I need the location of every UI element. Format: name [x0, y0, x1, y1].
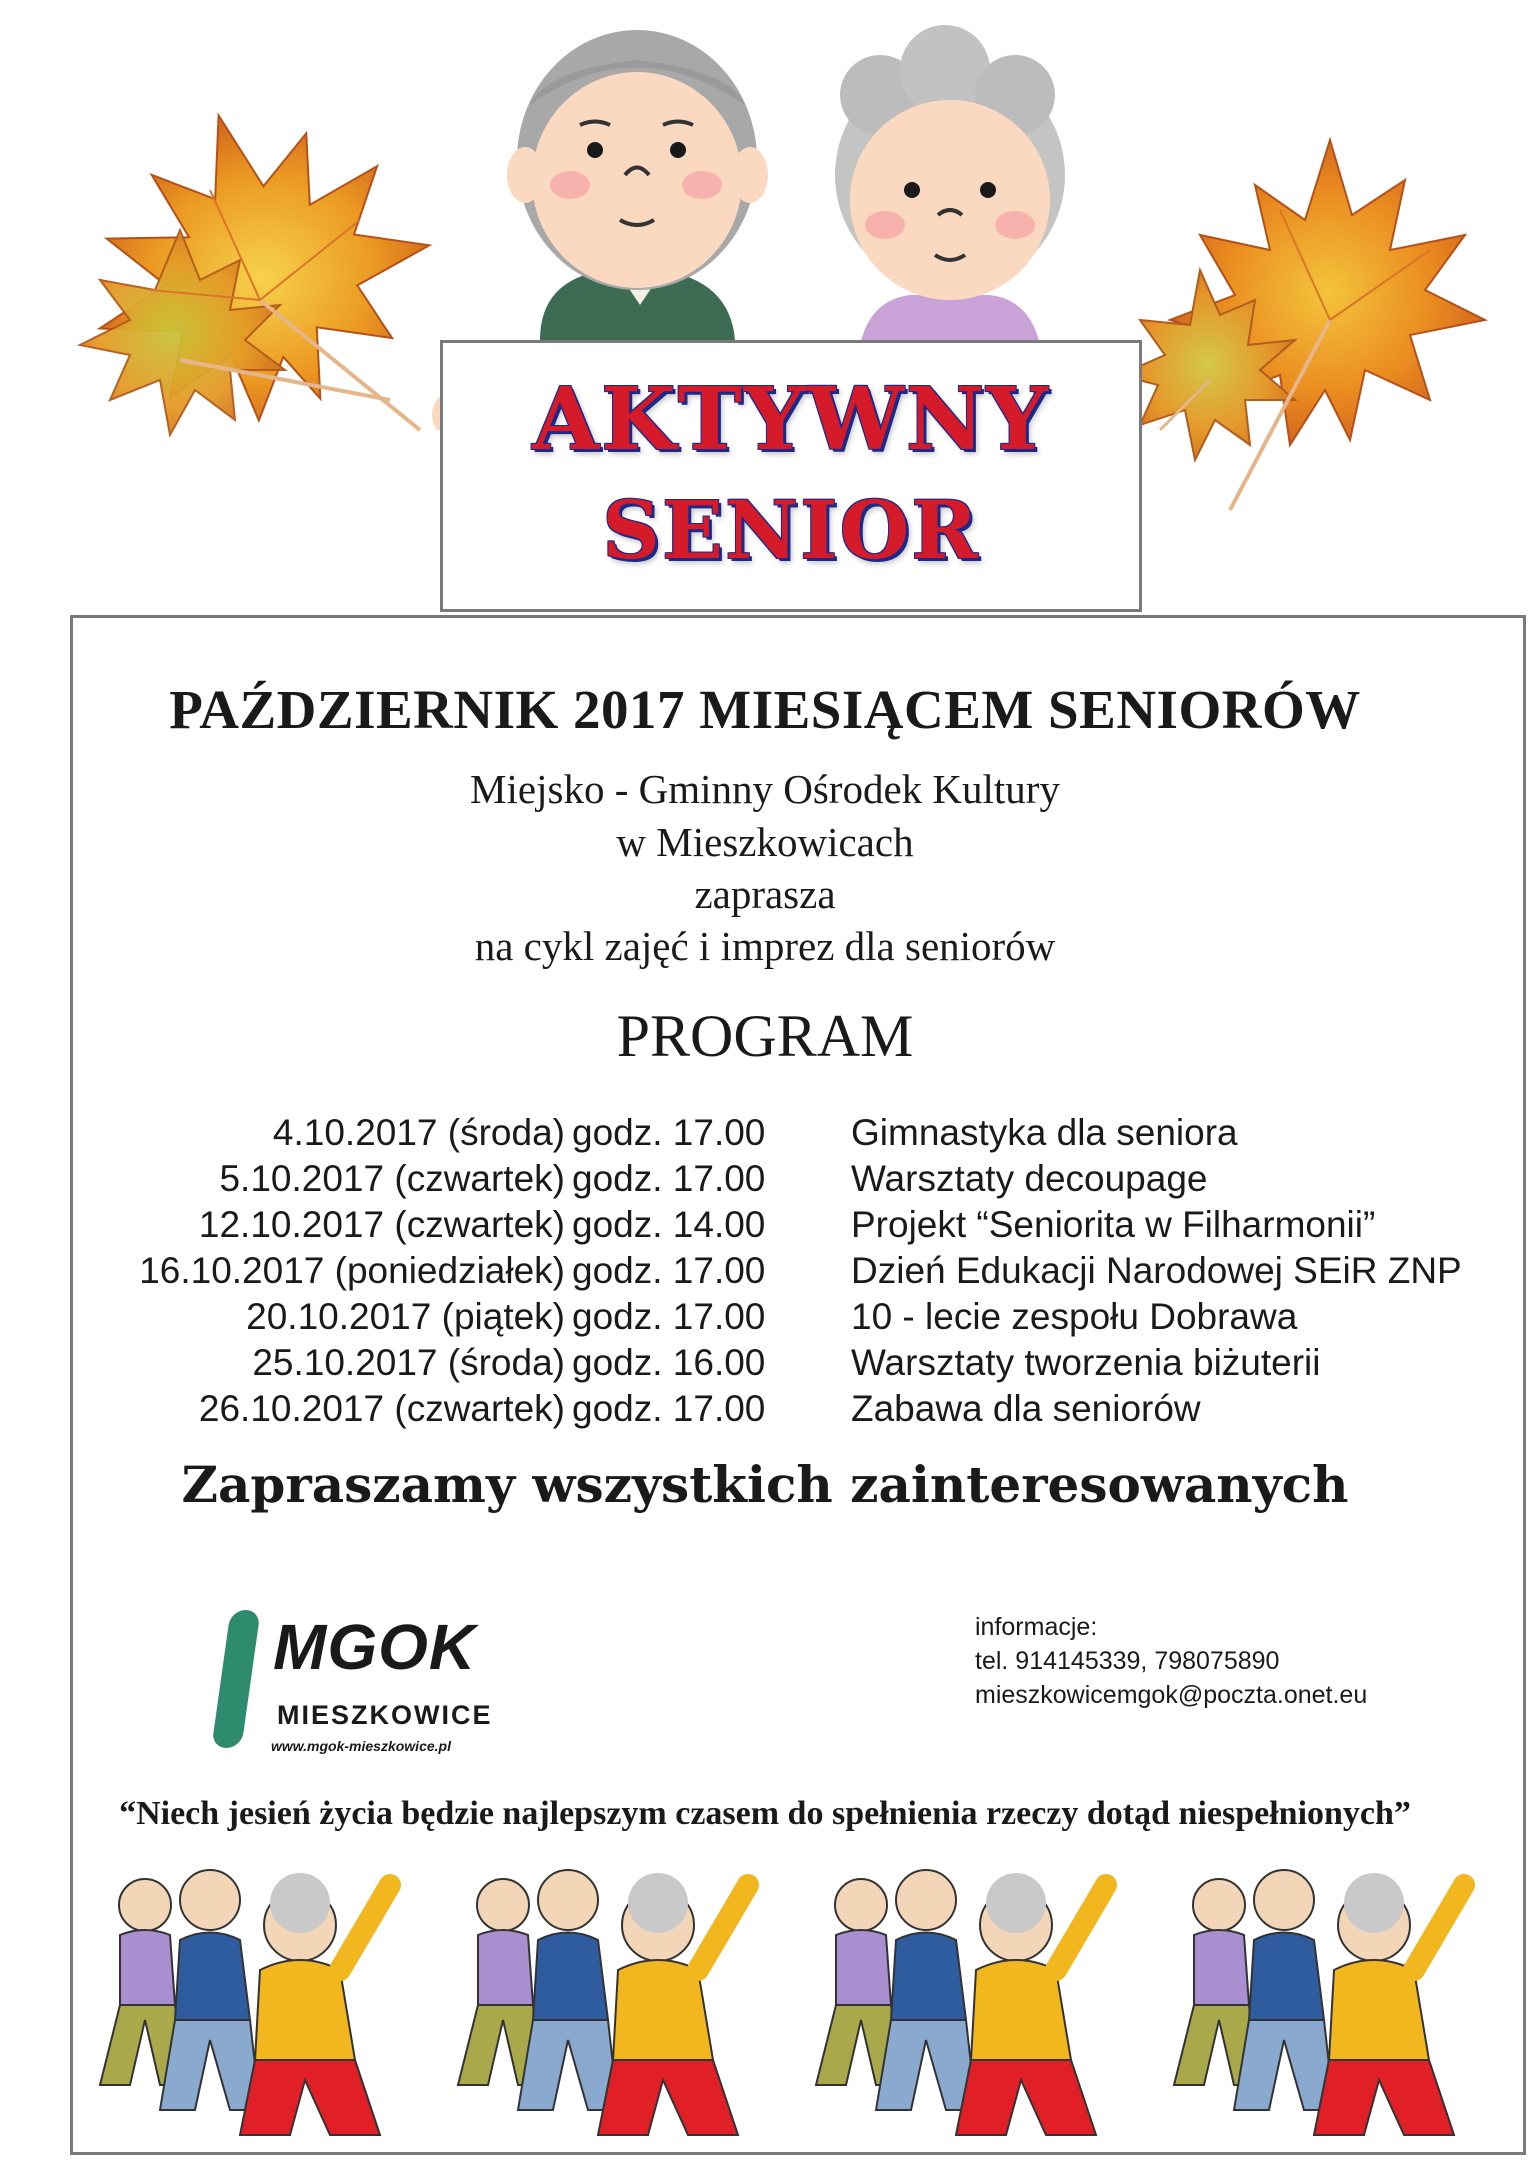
intro-description: na cykl zajęć i imprez dla seniorów — [474, 923, 1056, 969]
contact-label: informacje: — [975, 1613, 1098, 1641]
headline: PAŹDZIERNIK 2017 MIESIĄCEM SENIORÓW — [169, 679, 1361, 740]
dancer-group-icon — [1164, 1845, 1504, 2145]
sign-board — [440, 340, 1142, 612]
quote-text: “Niech jesień życia będzie najlepszym czasem do spełnienia rzeczy dotąd niespełnionych” — [119, 1795, 1411, 1832]
schedule-time: godz. 16.00 — [572, 1342, 766, 1383]
dancing-seniors-illustration — [90, 1845, 1510, 2145]
intro-invites: zaprasza — [694, 871, 836, 917]
schedule-row — [0, 1250, 1530, 1296]
schedule-date: 4.10.2017 (środa) — [272, 1112, 565, 1153]
grandfather-figure — [507, 30, 768, 340]
mgok-logo — [215, 1610, 555, 1760]
schedule-event: 10 - lecie zespołu Dobrawa — [851, 1296, 1298, 1337]
schedule-event: Zabawa dla seniorów — [851, 1388, 1201, 1429]
schedule-date: 16.10.2017 (poniedziałek) — [139, 1250, 565, 1291]
grandmother-figure — [835, 25, 1065, 345]
schedule-row — [0, 1204, 1530, 1250]
schedule-time: godz. 17.00 — [572, 1250, 766, 1291]
schedule-time: godz. 14.00 — [572, 1204, 766, 1245]
schedule-time: godz. 17.00 — [572, 1158, 766, 1199]
intro-organizer: Miejsko - Gminny Ośrodek Kultury — [470, 766, 1060, 812]
schedule-row — [0, 1112, 1530, 1158]
logo-url: www.mgok-mieszkowice.pl — [271, 1738, 451, 1754]
schedule-date: 12.10.2017 (czwartek) — [198, 1204, 565, 1245]
schedule-date: 20.10.2017 (piątek) — [246, 1296, 565, 1337]
schedule-row — [0, 1158, 1530, 1204]
sign-title-line1: AKTYWNY — [532, 369, 1050, 470]
schedule-row — [0, 1296, 1530, 1342]
schedule-event: Warsztaty decoupage — [851, 1158, 1208, 1199]
dancer-group-icon — [448, 1845, 788, 2145]
maple-leaf-left-icon — [60, 70, 480, 490]
schedule-date: 25.10.2017 (środa) — [252, 1342, 565, 1383]
schedule-time: godz. 17.00 — [572, 1388, 766, 1429]
contact-phone: tel. 914145339, 798075890 — [975, 1647, 1280, 1675]
schedule-row — [0, 1388, 1530, 1434]
schedule-time: godz. 17.00 — [572, 1112, 766, 1153]
logo-subtitle: MIESZKOWICE — [277, 1700, 493, 1730]
logo-accent-bar — [211, 1610, 260, 1748]
contact-email: mieszkowicemgok@poczta.onet.eu — [975, 1681, 1368, 1709]
sign-title-line2: SENIOR — [602, 483, 980, 577]
schedule-time: godz. 17.00 — [572, 1296, 766, 1337]
schedule-date: 26.10.2017 (czwartek) — [198, 1388, 565, 1429]
dancer-group-icon — [806, 1845, 1146, 2145]
dancer-group-icon — [90, 1845, 430, 2145]
invitation-text: Zapraszamy wszystkich zainteresowanych — [181, 1455, 1349, 1514]
schedule-event: Gimnastyka dla seniora — [851, 1112, 1238, 1153]
contact-info — [975, 1610, 1367, 1712]
schedule-event: Warsztaty tworzenia biżuterii — [851, 1342, 1321, 1383]
program-heading: PROGRAM — [616, 1003, 914, 1069]
schedule-row — [0, 1342, 1530, 1388]
intro-location: w Mieszkowicach — [616, 819, 914, 865]
schedule-date: 5.10.2017 (czwartek) — [219, 1158, 565, 1199]
maple-leaf-right-icon — [1120, 120, 1500, 520]
logo-title: MGOK — [273, 1611, 477, 1683]
schedule-event: Dzień Edukacji Narodowej SEiR ZNP — [851, 1250, 1462, 1291]
schedule-event: Projekt “Seniorita w Filharmonii” — [851, 1204, 1376, 1245]
